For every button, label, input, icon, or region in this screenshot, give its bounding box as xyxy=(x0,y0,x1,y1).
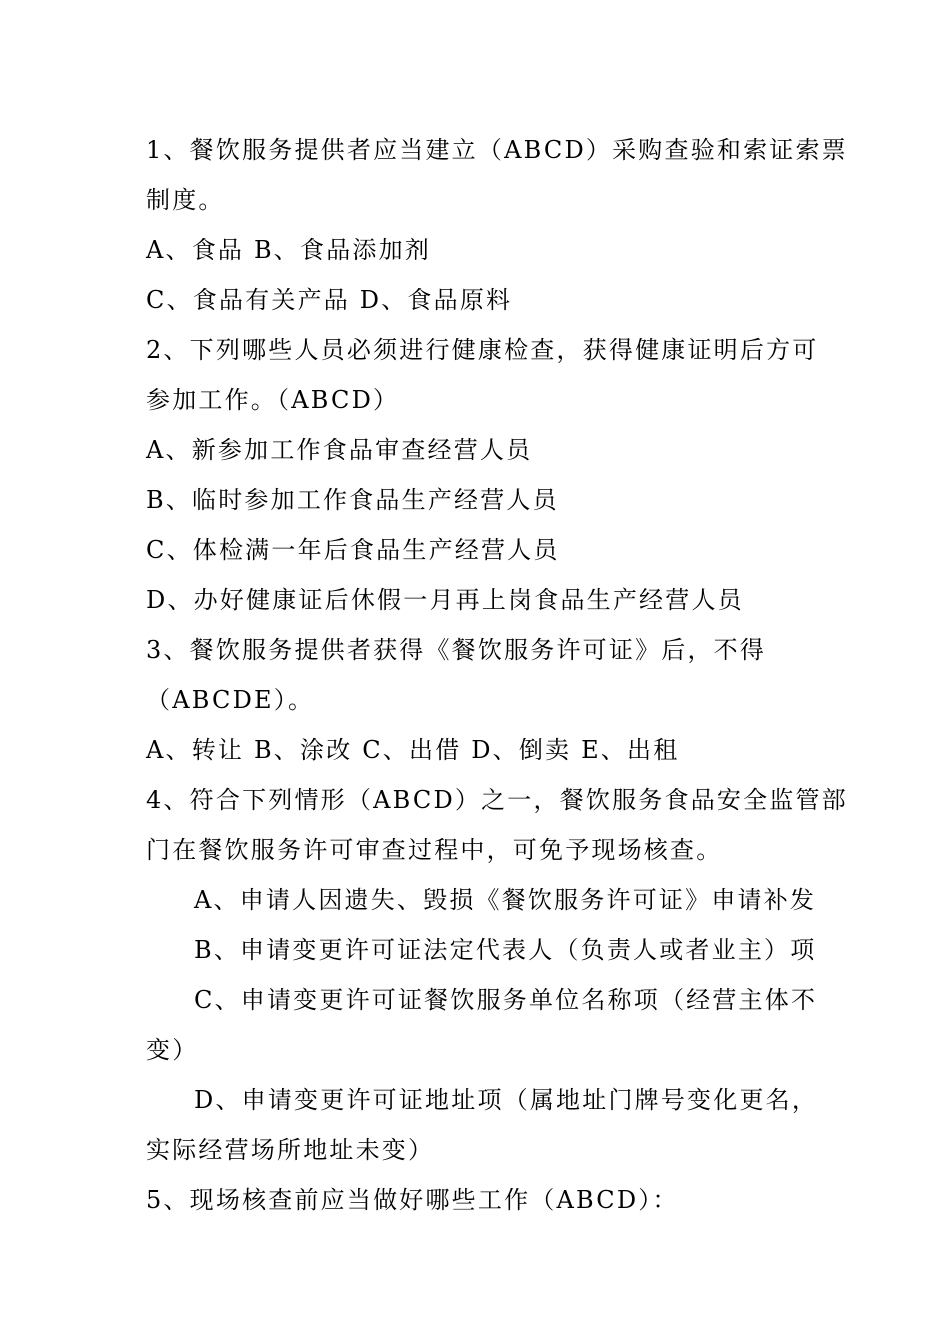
question-4-option-c-continued: 变） xyxy=(146,1036,199,1064)
question-2-text: 2、下列哪些人员必须进行健康检查，获得健康证明后方可 xyxy=(146,336,819,364)
question-4-option-c: C、申请变更许可证餐饮服务单位名称项（经营主体不 xyxy=(194,986,818,1014)
question-2-text-continued: 参加工作。（ABCD） xyxy=(146,386,400,414)
question-1-options-cd: C、食品有关产品 D、食品原料 xyxy=(146,286,513,314)
question-3-options: A、转让 B、涂改 C、出借 D、倒卖 E、出租 xyxy=(146,736,680,764)
question-4-text: 4、符合下列情形（ABCD）之一，餐饮服务食品安全监管部 xyxy=(146,786,848,814)
question-4-option-b: B、申请变更许可证法定代表人（负责人或者业主）项 xyxy=(194,936,817,964)
question-5-text: 5、现场核查前应当做好哪些工作（ABCD）： xyxy=(146,1186,679,1214)
question-1-text-continued: 制度。 xyxy=(146,186,225,214)
question-2-option-a: A、新参加工作食品审查经营人员 xyxy=(146,436,533,464)
question-1-text: 1、餐饮服务提供者应当建立（ABCD）采购查验和索证索票 xyxy=(146,136,848,164)
question-1-options-ab: A、食品 B、食品添加剂 xyxy=(146,236,431,264)
question-2-option-c: C、体检满一年后食品生产经营人员 xyxy=(146,536,560,564)
question-4-option-d-continued: 实际经营场所地址未变） xyxy=(146,1136,435,1164)
question-3-text: 3、餐饮服务提供者获得《餐饮服务许可证》后，不得 xyxy=(146,636,767,664)
question-2-option-d: D、办好健康证后休假一月再上岗食品生产经营人员 xyxy=(146,586,744,614)
question-2-option-b: B、临时参加工作食品生产经营人员 xyxy=(146,486,559,514)
question-4-option-d: D、申请变更许可证地址项（属地址门牌号变化更名， xyxy=(194,1086,819,1114)
question-3-text-continued: （ABCDE）。 xyxy=(146,686,315,714)
question-4-text-continued: 门在餐饮服务许可审查过程中，可免予现场核查。 xyxy=(146,836,723,864)
question-4-option-a: A、申请人因遗失、毁损《餐饮服务许可证》申请补发 xyxy=(194,886,817,914)
